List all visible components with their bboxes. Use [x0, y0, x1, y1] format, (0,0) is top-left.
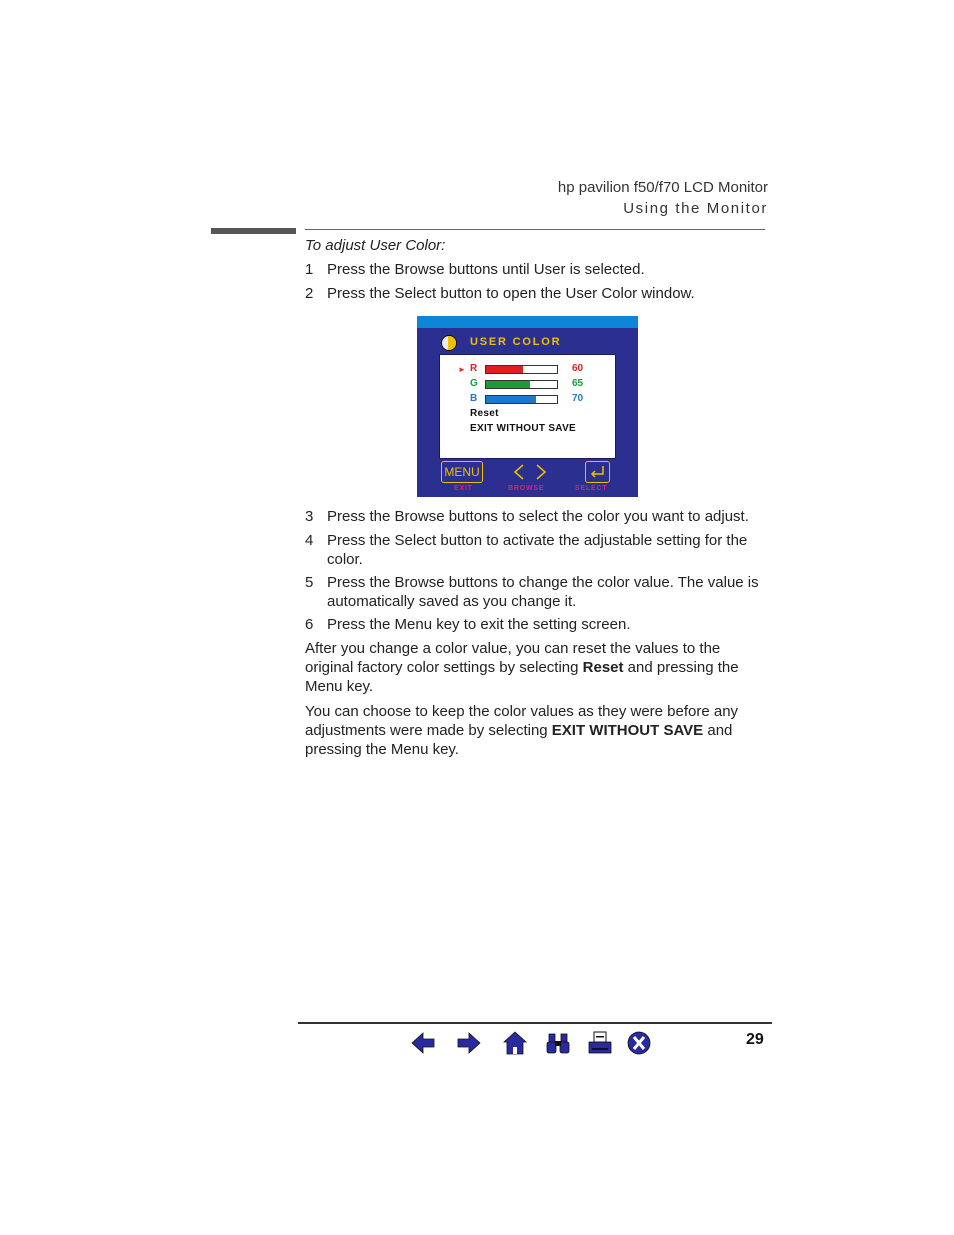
reset-emphasis: Reset	[582, 659, 624, 676]
osd-menu-panel	[439, 354, 616, 459]
step-3	[305, 508, 767, 527]
browse-caption: BROWSE	[508, 485, 545, 492]
section-title: Using the Monitor	[623, 200, 768, 217]
channel-label-b: B	[470, 393, 478, 404]
exit-icon[interactable]	[626, 1030, 652, 1056]
step-number: 6	[305, 616, 314, 633]
user-color-osd-screenshot	[417, 316, 638, 497]
step-number: 5	[305, 574, 314, 591]
step-number: 1	[305, 261, 314, 278]
select-caption: SELECT	[575, 485, 608, 492]
step-text: Press the Browse buttons until User is selected.	[327, 261, 645, 278]
footer-divider	[298, 1022, 772, 1024]
selection-arrow-icon: ►	[458, 365, 466, 374]
step-text: Press the Menu key to exit the setting screen.	[327, 616, 631, 633]
document-title: hp pavilion f50/f70 LCD Monitor	[557, 179, 768, 196]
paragraph-text: and pressing the Menu key.	[305, 659, 739, 695]
osd-title: USER COLOR	[470, 336, 562, 348]
step-5	[305, 574, 767, 611]
step-number: 4	[305, 532, 314, 549]
step-1	[305, 261, 767, 280]
channel-bar-g	[485, 380, 558, 389]
procedure-heading: To adjust User Color:	[305, 237, 446, 254]
step-6	[305, 616, 767, 635]
header-divider	[305, 229, 765, 230]
reset-paragraph	[305, 639, 767, 696]
forward-arrow-icon[interactable]	[456, 1030, 482, 1056]
exit-without-save-emphasis: EXIT WITHOUT SAVE	[551, 722, 704, 739]
channel-bar-b	[485, 395, 558, 404]
exit-without-save-item: EXIT WITHOUT SAVE	[470, 423, 577, 434]
binoculars-icon[interactable]	[545, 1030, 571, 1056]
home-icon[interactable]	[502, 1030, 528, 1056]
step-number: 2	[305, 285, 314, 302]
channel-label-g: G	[470, 378, 478, 389]
channel-value-r: 60	[572, 363, 584, 374]
channel-bar-r	[485, 365, 558, 374]
exit-paragraph	[305, 702, 767, 759]
step-2	[305, 285, 767, 304]
step-text: Press the Browse buttons to select the color you want to adjust.	[327, 508, 749, 525]
section-marker	[211, 228, 296, 234]
reset-item: Reset	[470, 408, 499, 419]
exit-caption: EXIT	[454, 485, 473, 492]
browse-arrows-icon	[511, 461, 551, 483]
step-number: 3	[305, 508, 314, 525]
channel-value-b: 70	[572, 393, 584, 404]
menu-button-icon: MENU	[441, 461, 483, 483]
print-icon[interactable]	[587, 1030, 613, 1056]
select-enter-icon	[585, 461, 610, 483]
paragraph-text: You can choose to keep the color values as they were before any adjustments were made by selecting	[305, 703, 739, 739]
color-icon	[441, 335, 457, 351]
paragraph-text: After you change a color value, you can reset the values to the original factory color settings by selecting	[305, 640, 721, 676]
back-arrow-icon[interactable]	[410, 1030, 436, 1056]
channel-label-r: R	[470, 363, 478, 374]
step-text: Press the Select button to activate the adjustable setting for the color.	[327, 532, 748, 568]
paragraph-text: and pressing the Menu key.	[305, 722, 733, 758]
channel-value-g: 65	[572, 378, 584, 389]
step-text: Press the Select button to open the User Color window.	[327, 285, 695, 302]
step-4	[305, 532, 767, 569]
page-number: 29	[746, 1031, 764, 1048]
step-text: Press the Browse buttons to change the color value. The value is automatically saved as you change it.	[327, 574, 759, 610]
